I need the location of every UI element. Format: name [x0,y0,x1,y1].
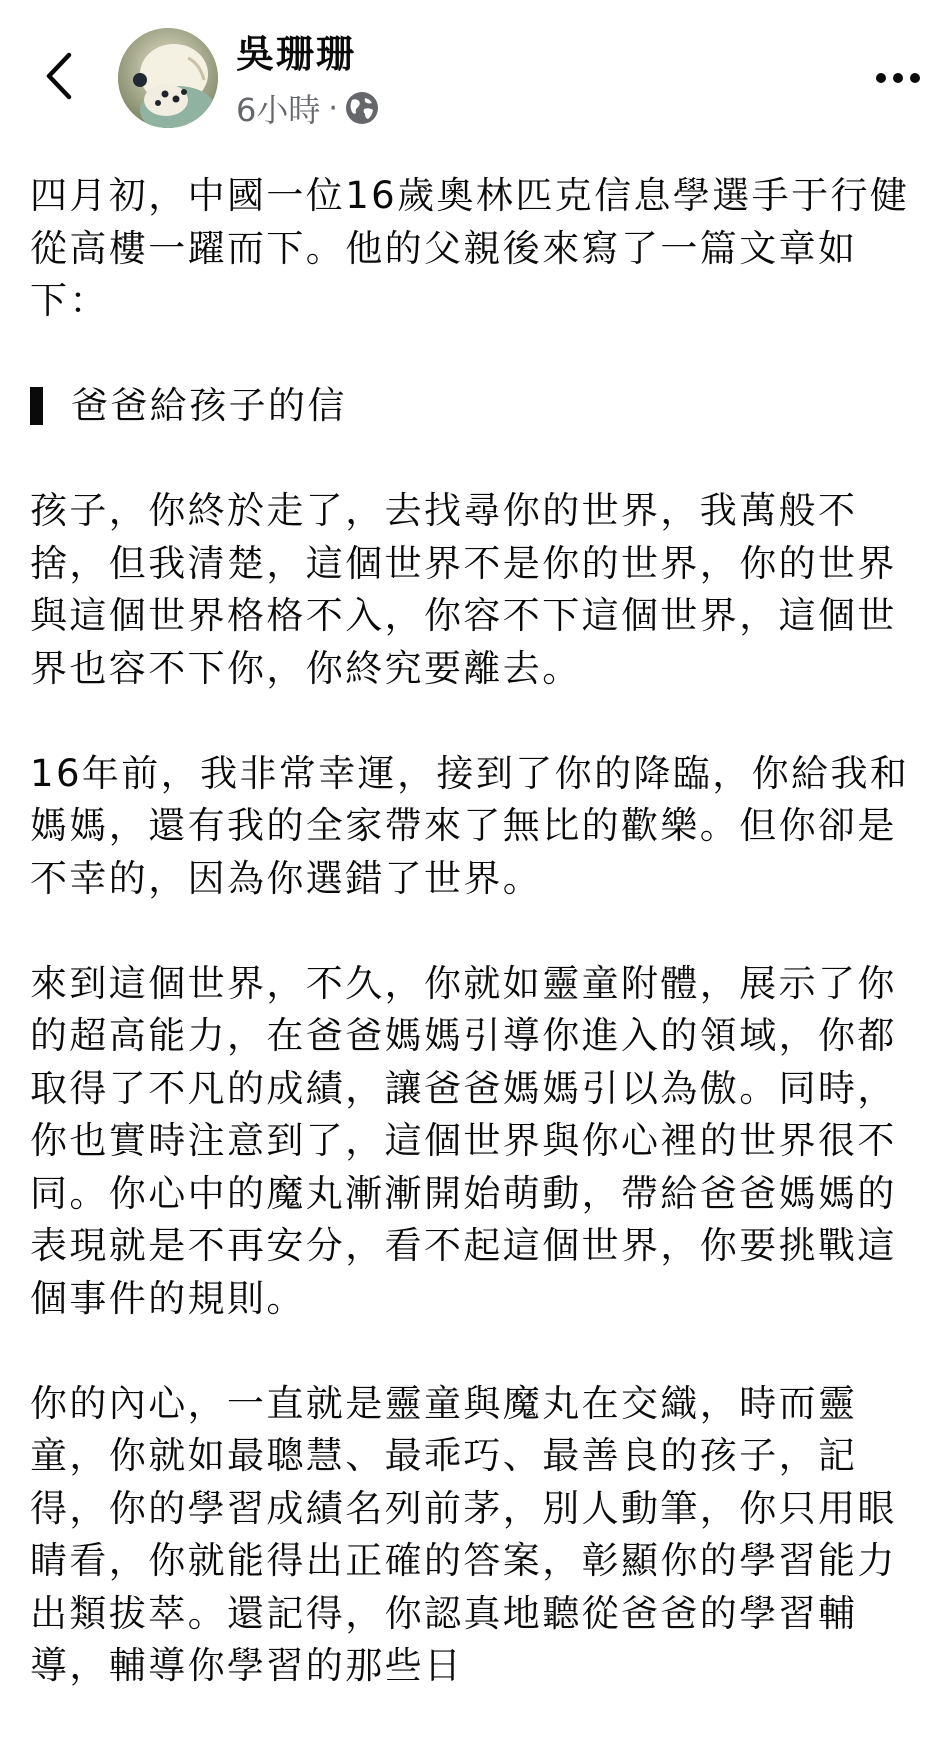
quote-bar [30,387,43,425]
more-horizontal-icon [875,69,921,88]
post-paragraph: 16年前，我非常幸運，接到了你的降臨，你給我和媽媽，還有我的全家帶來了無比的歡樂。但你卻是不幸的，因為你選錯了世界。 [30,751,910,900]
letter-heading [30,380,920,433]
post-meta [236,86,380,130]
meta-separator: · [328,90,338,126]
post-body [30,170,920,1745]
post-intro: 四月初，中國一位16歲奧林匹克信息學選手于行健從高樓一躍而下。他的父親後來寫了一篇文章如下： [30,174,910,322]
author-name[interactable]: 吳珊珊 [236,32,357,76]
letter-title: 爸爸給孩子的信 [71,384,347,427]
globe-icon [344,90,380,126]
post-paragraph: 孩子，你終於走了，去找尋你的世界，我萬般不捨，但我清楚，這個世界不是你的世界，你的世界與這個世界格格不入，你容不下這個世界，這個世界也容不下你，你終究要離去。 [30,489,897,690]
back-button[interactable] [36,48,80,108]
more-options-button[interactable] [868,56,928,100]
chevron-left-icon [43,51,73,105]
post-paragraph: 來到這個世界，不久，你就如靈童附體，展示了你的超高能力，在爸爸媽媽引導你進入的領域，你都取得了不凡的成績，讓爸爸媽媽引以為傲。同時，你也實時注意到了，這個世界與你心裡的世界很不同。你心中的魔丸漸漸開始萌動，帶給爸爸媽媽的表現就是不再安分，看不起這個世界，你要挑戰這個事件的規則。 [30,961,897,1320]
avatar[interactable] [118,28,218,128]
post-header [0,0,948,150]
post-paragraph: 你的內心，一直就是靈童與魔丸在交織，時而靈童，你就如最聰慧、最乖巧、最善良的孩子，記得，你的學習成績名列前茅，別人動筆，你只用眼睛看，你就能得出正確的答案，彰顯你的學習能力出類拔萃。還記得，你認真地聽從爸爸的學習輔導，輔導你學習的那些日 [30,1381,897,1687]
post-timestamp[interactable]: 6小時 [236,91,321,129]
